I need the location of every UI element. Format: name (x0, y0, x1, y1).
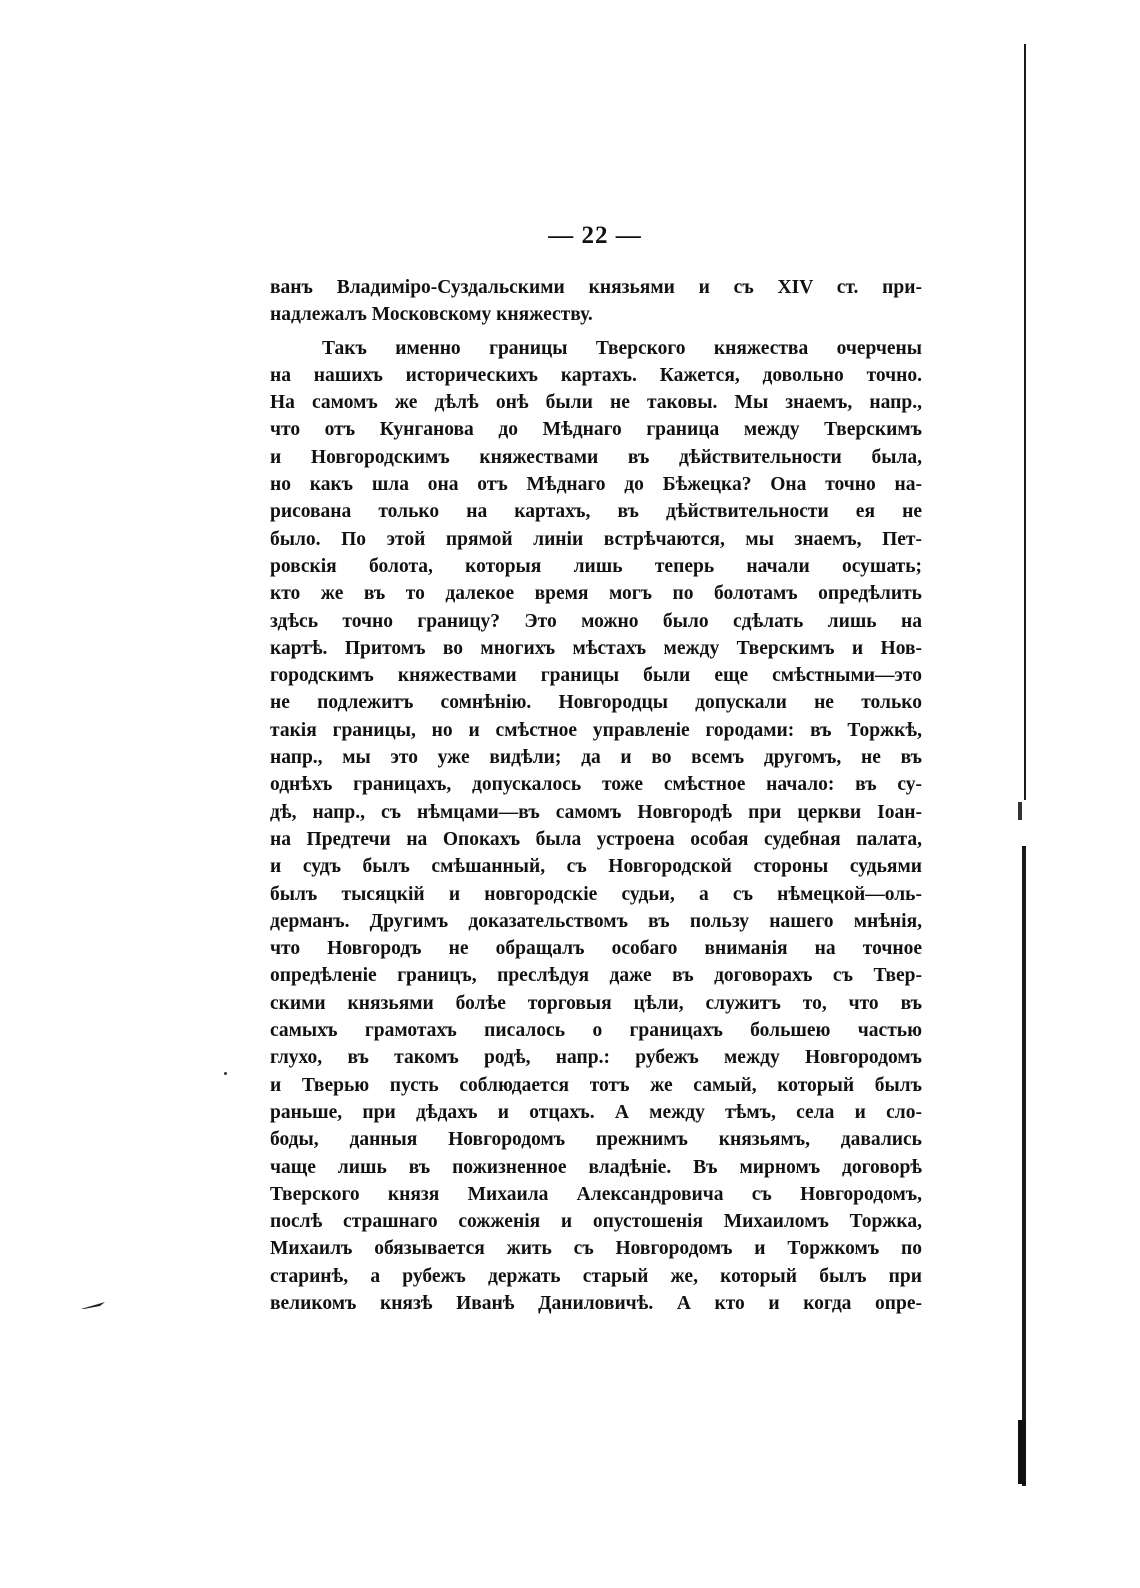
text-line: глухо, въ такомъ родѣ, напр.: рубежъ между Новгородомъ (270, 1047, 922, 1069)
text-line: на нашихъ историческихъ картахъ. Кажется, довольно точно. (270, 364, 922, 386)
text-line: не подлежитъ сомнѣнію. Новгородцы допускали не только (270, 692, 922, 714)
text-line: скими князьями болѣе торговыя цѣли, служитъ то, что въ (270, 992, 922, 1014)
text-line: ванъ Владиміро-Суздальскими князьями и съ XIV ст. при- (270, 277, 922, 298)
text-line: кто же въ то далекое время могъ по болотамъ опредѣлить (270, 583, 922, 605)
text-line: надлежалъ Московскому княжеству. (270, 304, 593, 326)
body-text (270, 274, 922, 1317)
text-line: но какъ шла она отъ Мѣднаго до Бѣжецка? Она точно на- (270, 474, 922, 496)
text-line: напр., мы это уже видѣли; да и во всемъ другомъ, не въ (270, 747, 922, 769)
page-edge-line (1024, 44, 1026, 800)
text-line: Михаилъ обязывается жить съ Новгородомъ и Торжкомъ по (270, 1238, 922, 1260)
text-line: что отъ Кунганова до Мѣднаго граница между Тверскимъ (270, 419, 922, 441)
text-line: однѣхъ границахъ, допускалось тоже смѣстное начало: въ су- (270, 774, 922, 796)
text-line: дѣ, напр., съ нѣмцами—въ самомъ Новгородѣ при церкви Іоан- (270, 801, 922, 823)
margin-ink-mark (80, 1300, 106, 1310)
page-edge-line-lower (1022, 846, 1026, 1486)
text-line: Такъ именно границы Тверского княжества очерчены (322, 337, 922, 359)
text-line: старинѣ, а рубежъ держать старый же, который былъ при (270, 1265, 922, 1287)
text-line: на Предтечи на Опокахъ была устроена особая судебная палата, (270, 828, 922, 850)
text-line: городскимъ княжествами границы были еще смѣстными—это (270, 665, 922, 687)
text-line: послѣ страшнаго сожженія и опустошенія Михаиломъ Торжка, (270, 1211, 922, 1233)
text-line: опредѣленіе границъ, преслѣдуя даже въ договорахъ съ Твер- (270, 965, 922, 987)
page-edge-tick (1018, 802, 1022, 820)
text-line: такія границы, но и смѣстное управленіе городами: въ Торжкѣ, (270, 719, 922, 741)
text-line: ровскія болота, которыя лишь теперь начали осушать; (270, 555, 922, 577)
text-line: На самомъ же дѣлѣ онѣ были не таковы. Мы знаемъ, напр., (270, 392, 922, 414)
text-line: рисована только на картахъ, въ дѣйствительности ея не (270, 501, 922, 523)
text-line: дерманъ. Другимъ доказательствомъ въ пользу нашего мнѣнія, (270, 910, 922, 932)
text-line: Тверского князя Михаила Александровича съ Новгородомъ, (270, 1183, 922, 1205)
text-line: и судъ былъ смѣшанный, съ Новгородской стороны судьями (270, 856, 922, 878)
text-line: великомъ князѣ Иванѣ Даниловичѣ. А кто и когда опре- (270, 1292, 922, 1314)
text-line: самыхъ грамотахъ писалось о границахъ большею частью (270, 1020, 922, 1042)
text-line: и Новгородскимъ княжествами въ дѣйствительности была, (270, 446, 922, 468)
margin-ink-dot (224, 1072, 227, 1075)
text-line: чаще лишь въ пожизненное владѣніе. Въ мирномъ договорѣ (270, 1156, 922, 1178)
text-line: что Новгородъ не обращалъ особаго вниманія на точное (270, 938, 922, 960)
text-line: здѣсь точно границу? Это можно было сдѣлать лишь на (270, 610, 922, 632)
text-line: было. По этой прямой линіи встрѣчаются, мы знаемъ, Пет- (270, 528, 922, 550)
text-line: картѣ. Притомъ во многихъ мѣстахъ между Тверскимъ и Нов- (270, 637, 922, 659)
text-line: былъ тысяцкій и новгородскіе судьи, а съ нѣмецкой—оль- (270, 883, 922, 905)
text-line: и Тверью пусть соблюдается тотъ же самый, который былъ (270, 1074, 922, 1096)
text-line: раньше, при дѣдахъ и отцахъ. А между тѣмъ, села и сло- (270, 1101, 922, 1123)
page-number: — 22 — (548, 222, 642, 249)
page-edge-ink-blot (1018, 1420, 1026, 1484)
text-line: боды, данныя Новгородомъ прежнимъ князьямъ, давались (270, 1129, 922, 1151)
